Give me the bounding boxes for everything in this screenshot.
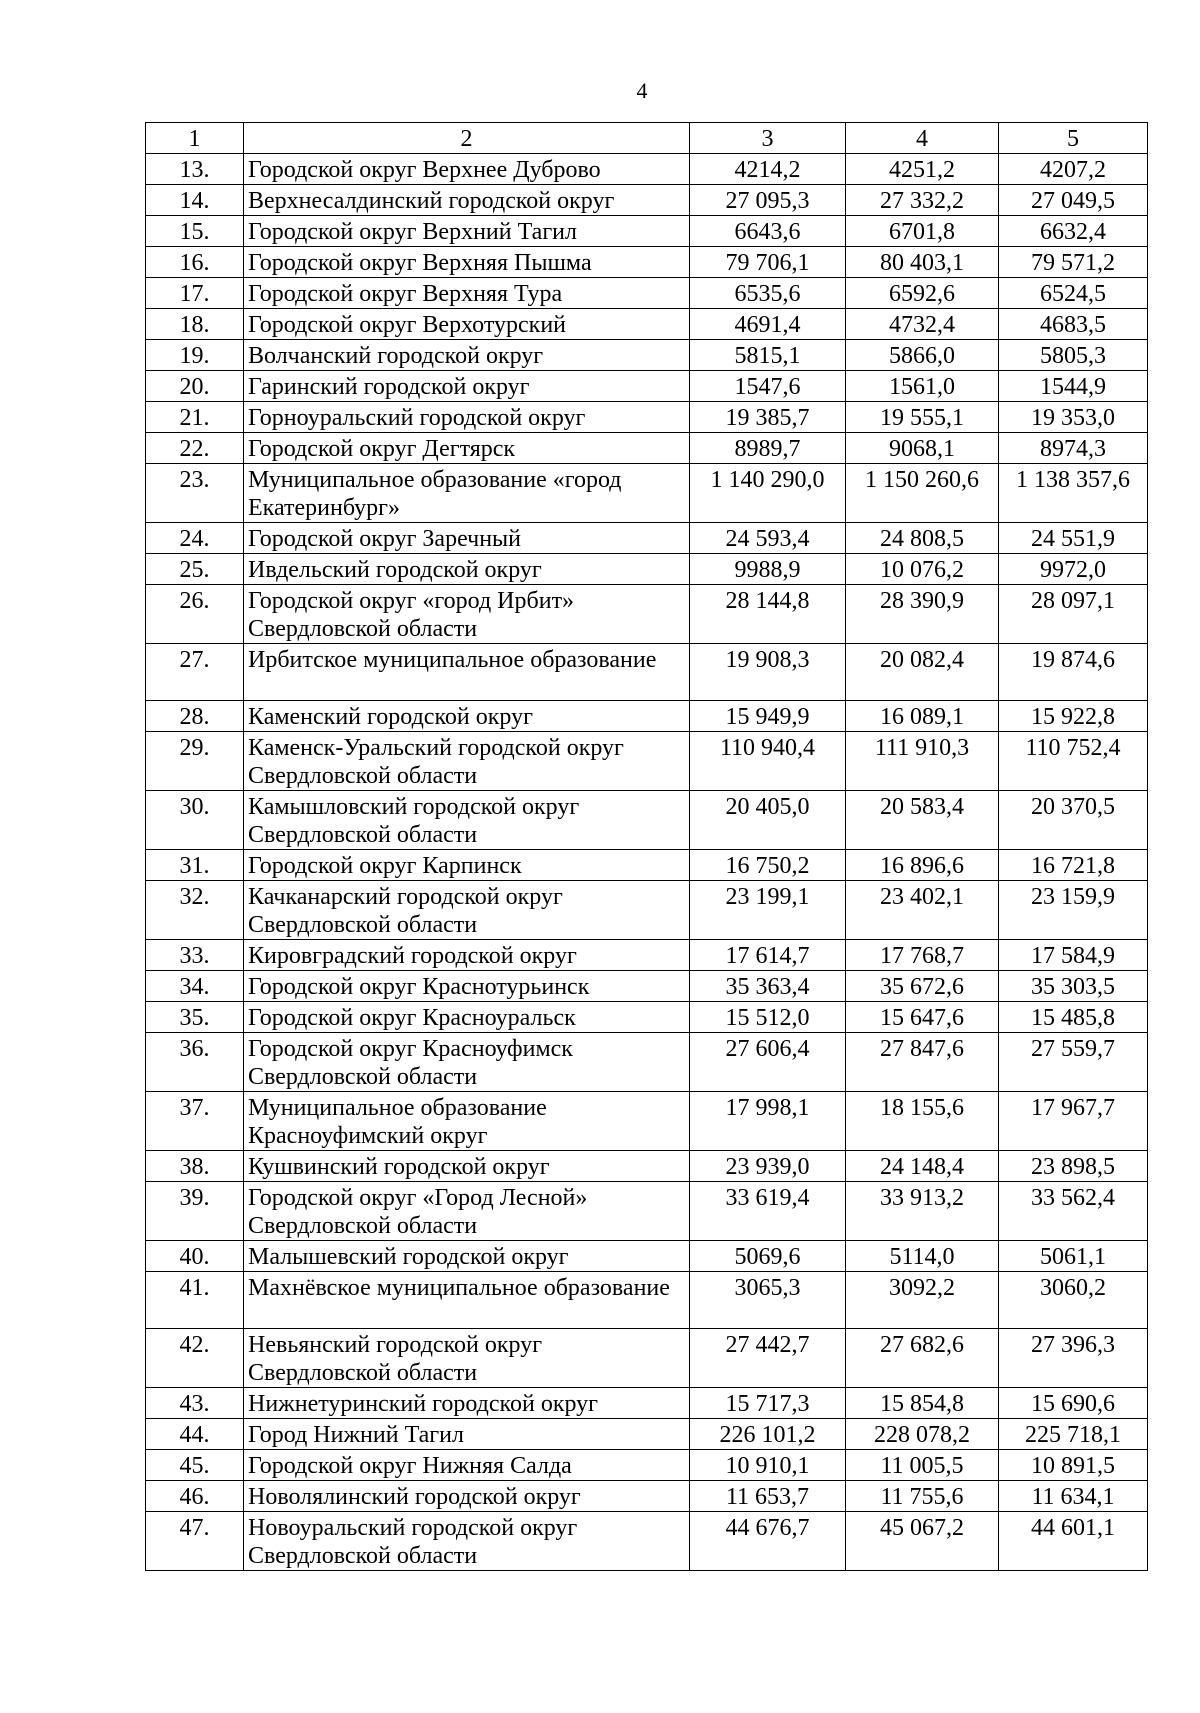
- table-row: [146, 278, 1148, 309]
- value-col-5: 15 485,8: [999, 1002, 1148, 1033]
- row-number: 38.: [146, 1151, 244, 1182]
- page-number: 4: [636, 78, 648, 103]
- value-col-4: 15 854,8: [846, 1388, 999, 1419]
- value-col-3: 16 750,2: [690, 850, 846, 881]
- value-col-3: 27 606,4: [690, 1033, 846, 1092]
- value-col-5: 6524,5: [999, 278, 1148, 309]
- row-number: 23.: [146, 464, 244, 523]
- value-col-4: 20 082,4: [846, 644, 999, 701]
- table-row: [146, 1241, 1148, 1272]
- municipality-name: Городской округ Красноуральск: [244, 1002, 690, 1033]
- value-col-4: 18 155,6: [846, 1092, 999, 1151]
- municipality-name: Волчанский городской округ: [244, 340, 690, 371]
- row-number: 19.: [146, 340, 244, 371]
- value-col-4: 27 332,2: [846, 185, 999, 216]
- table-row: [146, 732, 1148, 791]
- value-col-4: 28 390,9: [846, 585, 999, 644]
- table-row: [146, 371, 1148, 402]
- table-row: [146, 1182, 1148, 1241]
- table-row: [146, 1002, 1148, 1033]
- row-number: 34.: [146, 971, 244, 1002]
- table-row: [146, 1419, 1148, 1450]
- row-number: 28.: [146, 701, 244, 732]
- value-col-5: 16 721,8: [999, 850, 1148, 881]
- table-row: [146, 154, 1148, 185]
- value-col-4: 24 808,5: [846, 523, 999, 554]
- value-col-3: 11 653,7: [690, 1481, 846, 1512]
- municipality-name: Городской округ Красноуфимск Свердловской области: [244, 1033, 690, 1092]
- row-number: 41.: [146, 1272, 244, 1329]
- row-number: 39.: [146, 1182, 244, 1241]
- header-cell: 3: [690, 123, 846, 154]
- value-col-5: 1 138 357,6: [999, 464, 1148, 523]
- table-row: [146, 1388, 1148, 1419]
- municipality-name: Ивдельский городской округ: [244, 554, 690, 585]
- municipality-name: Городской округ Верхний Тагил: [244, 216, 690, 247]
- value-col-4: 3092,2: [846, 1272, 999, 1329]
- municipality-name: Ирбитское муниципальное образование: [244, 644, 690, 701]
- table-row: [146, 1512, 1148, 1571]
- value-col-3: 9988,9: [690, 554, 846, 585]
- table-row: [146, 701, 1148, 732]
- table-row: [146, 523, 1148, 554]
- row-number: 30.: [146, 791, 244, 850]
- municipality-name: Камышловский городской округ Свердловской области: [244, 791, 690, 850]
- row-number: 37.: [146, 1092, 244, 1151]
- row-number: 13.: [146, 154, 244, 185]
- municipality-name: Гаринский городской округ: [244, 371, 690, 402]
- row-number: 45.: [146, 1450, 244, 1481]
- row-number: 21.: [146, 402, 244, 433]
- municipality-name: Горноуральский городской округ: [244, 402, 690, 433]
- value-col-5: 27 396,3: [999, 1329, 1148, 1388]
- value-col-3: 33 619,4: [690, 1182, 846, 1241]
- value-col-4: 27 847,6: [846, 1033, 999, 1092]
- header-cell: 4: [846, 123, 999, 154]
- value-col-3: 6643,6: [690, 216, 846, 247]
- value-col-4: 4732,4: [846, 309, 999, 340]
- municipality-name: Каменск-Уральский городской округ Свердловской области: [244, 732, 690, 791]
- value-col-3: 27 095,3: [690, 185, 846, 216]
- table-row: [146, 1272, 1148, 1329]
- value-col-4: 1561,0: [846, 371, 999, 402]
- value-col-4: 23 402,1: [846, 881, 999, 940]
- value-col-5: 11 634,1: [999, 1481, 1148, 1512]
- value-col-4: 16 896,6: [846, 850, 999, 881]
- value-col-3: 1 140 290,0: [690, 464, 846, 523]
- municipality-name: Новолялинский городской округ: [244, 1481, 690, 1512]
- row-number: 35.: [146, 1002, 244, 1033]
- header-cell: 2: [244, 123, 690, 154]
- table-row: [146, 1329, 1148, 1388]
- value-col-5: 5061,1: [999, 1241, 1148, 1272]
- value-col-4: 15 647,6: [846, 1002, 999, 1033]
- value-col-5: 3060,2: [999, 1272, 1148, 1329]
- value-col-4: 45 067,2: [846, 1512, 999, 1571]
- value-col-5: 9972,0: [999, 554, 1148, 585]
- header-cell: 5: [999, 123, 1148, 154]
- value-col-5: 20 370,5: [999, 791, 1148, 850]
- value-col-5: 4683,5: [999, 309, 1148, 340]
- table-row: [146, 791, 1148, 850]
- table-row: [146, 309, 1148, 340]
- municipality-name: Муниципальное образование «город Екатеринбург»: [244, 464, 690, 523]
- municipality-name: Махнёвское муниципальное образование: [244, 1272, 690, 1329]
- value-col-3: 5815,1: [690, 340, 846, 371]
- table-row: [146, 216, 1148, 247]
- municipality-name: Городской округ Дегтярск: [244, 433, 690, 464]
- value-col-5: 23 159,9: [999, 881, 1148, 940]
- municipality-name: Нижнетуринский городской округ: [244, 1388, 690, 1419]
- municipality-name: Город Нижний Тагил: [244, 1419, 690, 1450]
- row-number: 29.: [146, 732, 244, 791]
- municipality-name: Городской округ Нижняя Салда: [244, 1450, 690, 1481]
- value-col-4: 35 672,6: [846, 971, 999, 1002]
- row-number: 20.: [146, 371, 244, 402]
- value-col-5: 8974,3: [999, 433, 1148, 464]
- header-cell: 1: [146, 123, 244, 154]
- municipality-name: Городской округ Заречный: [244, 523, 690, 554]
- table-row: [146, 940, 1148, 971]
- row-number: 24.: [146, 523, 244, 554]
- value-col-4: 5114,0: [846, 1241, 999, 1272]
- table-row: [146, 340, 1148, 371]
- value-col-5: 15 690,6: [999, 1388, 1148, 1419]
- header-row: [146, 123, 1148, 154]
- value-col-5: 33 562,4: [999, 1182, 1148, 1241]
- value-col-4: 5866,0: [846, 340, 999, 371]
- value-col-3: 15 512,0: [690, 1002, 846, 1033]
- value-col-3: 15 717,3: [690, 1388, 846, 1419]
- value-col-5: 19 353,0: [999, 402, 1148, 433]
- value-col-3: 10 910,1: [690, 1450, 846, 1481]
- value-col-5: 27 049,5: [999, 185, 1148, 216]
- table-row: [146, 433, 1148, 464]
- municipality-name: Городской округ «город Ирбит» Свердловской области: [244, 585, 690, 644]
- value-col-3: 3065,3: [690, 1272, 846, 1329]
- row-number: 22.: [146, 433, 244, 464]
- value-col-3: 23 199,1: [690, 881, 846, 940]
- table-row: [146, 881, 1148, 940]
- municipality-name: Новоуральский городской округ Свердловской области: [244, 1512, 690, 1571]
- municipality-name: Муниципальное образование Красноуфимский округ: [244, 1092, 690, 1151]
- row-number: 31.: [146, 850, 244, 881]
- municipality-name: Городской округ «Город Лесной» Свердловской области: [244, 1182, 690, 1241]
- value-col-5: 1544,9: [999, 371, 1148, 402]
- value-col-5: 225 718,1: [999, 1419, 1148, 1450]
- municipality-name: Кировградский городской округ: [244, 940, 690, 971]
- table-row: [146, 1151, 1148, 1182]
- value-col-5: 10 891,5: [999, 1450, 1148, 1481]
- municipality-name: Городской округ Верхняя Пышма: [244, 247, 690, 278]
- value-col-5: 23 898,5: [999, 1151, 1148, 1182]
- value-col-3: 24 593,4: [690, 523, 846, 554]
- value-col-5: 17 584,9: [999, 940, 1148, 971]
- municipality-name: Городской округ Карпинск: [244, 850, 690, 881]
- value-col-5: 19 874,6: [999, 644, 1148, 701]
- row-number: 16.: [146, 247, 244, 278]
- table-row: [146, 1450, 1148, 1481]
- row-number: 27.: [146, 644, 244, 701]
- row-number: 32.: [146, 881, 244, 940]
- value-col-3: 44 676,7: [690, 1512, 846, 1571]
- value-col-5: 5805,3: [999, 340, 1148, 371]
- value-col-4: 24 148,4: [846, 1151, 999, 1182]
- value-col-4: 10 076,2: [846, 554, 999, 585]
- value-col-5: 6632,4: [999, 216, 1148, 247]
- row-number: 14.: [146, 185, 244, 216]
- table-row: [146, 247, 1148, 278]
- table-row: [146, 971, 1148, 1002]
- value-col-5: 27 559,7: [999, 1033, 1148, 1092]
- table-row: [146, 585, 1148, 644]
- value-col-4: 27 682,6: [846, 1329, 999, 1388]
- value-col-3: 226 101,2: [690, 1419, 846, 1450]
- value-col-4: 4251,2: [846, 154, 999, 185]
- table-row: [146, 402, 1148, 433]
- row-number: 40.: [146, 1241, 244, 1272]
- value-col-3: 20 405,0: [690, 791, 846, 850]
- table-row: [146, 850, 1148, 881]
- value-col-3: 23 939,0: [690, 1151, 846, 1182]
- value-col-4: 11 755,6: [846, 1481, 999, 1512]
- value-col-3: 4691,4: [690, 309, 846, 340]
- table-row: [146, 1033, 1148, 1092]
- value-col-3: 5069,6: [690, 1241, 846, 1272]
- table-row: [146, 554, 1148, 585]
- row-number: 42.: [146, 1329, 244, 1388]
- row-number: 15.: [146, 216, 244, 247]
- value-col-3: 110 940,4: [690, 732, 846, 791]
- value-col-4: 17 768,7: [846, 940, 999, 971]
- value-col-4: 80 403,1: [846, 247, 999, 278]
- municipality-name: Малышевский городской округ: [244, 1241, 690, 1272]
- value-col-3: 17 614,7: [690, 940, 846, 971]
- value-col-5: 110 752,4: [999, 732, 1148, 791]
- row-number: 36.: [146, 1033, 244, 1092]
- value-col-4: 6701,8: [846, 216, 999, 247]
- value-col-5: 79 571,2: [999, 247, 1148, 278]
- row-number: 47.: [146, 1512, 244, 1571]
- value-col-3: 19 908,3: [690, 644, 846, 701]
- value-col-4: 1 150 260,6: [846, 464, 999, 523]
- row-number: 33.: [146, 940, 244, 971]
- value-col-4: 6592,6: [846, 278, 999, 309]
- value-col-5: 24 551,9: [999, 523, 1148, 554]
- value-col-3: 17 998,1: [690, 1092, 846, 1151]
- budget-table: [145, 122, 1148, 1571]
- value-col-5: 15 922,8: [999, 701, 1148, 732]
- value-col-3: 4214,2: [690, 154, 846, 185]
- row-number: 43.: [146, 1388, 244, 1419]
- value-col-3: 35 363,4: [690, 971, 846, 1002]
- row-number: 18.: [146, 309, 244, 340]
- row-number: 46.: [146, 1481, 244, 1512]
- row-number: 26.: [146, 585, 244, 644]
- table-row: [146, 1092, 1148, 1151]
- value-col-4: 228 078,2: [846, 1419, 999, 1450]
- value-col-5: 17 967,7: [999, 1092, 1148, 1151]
- value-col-3: 19 385,7: [690, 402, 846, 433]
- value-col-3: 6535,6: [690, 278, 846, 309]
- municipality-name: Верхнесалдинский городской округ: [244, 185, 690, 216]
- municipality-name: Кушвинский городской округ: [244, 1151, 690, 1182]
- value-col-3: 1547,6: [690, 371, 846, 402]
- value-col-4: 9068,1: [846, 433, 999, 464]
- value-col-4: 19 555,1: [846, 402, 999, 433]
- value-col-4: 111 910,3: [846, 732, 999, 791]
- row-number: 44.: [146, 1419, 244, 1450]
- value-col-3: 8989,7: [690, 433, 846, 464]
- table-row: [146, 185, 1148, 216]
- municipality-name: Городской округ Верхотурский: [244, 309, 690, 340]
- value-col-3: 15 949,9: [690, 701, 846, 732]
- municipality-name: Городской округ Верхняя Тура: [244, 278, 690, 309]
- table-row: [146, 1481, 1148, 1512]
- municipality-name: Качканарский городской округ Свердловской области: [244, 881, 690, 940]
- table-row: [146, 644, 1148, 701]
- municipality-name: Каменский городской округ: [244, 701, 690, 732]
- value-col-5: 35 303,5: [999, 971, 1148, 1002]
- row-number: 25.: [146, 554, 244, 585]
- value-col-4: 16 089,1: [846, 701, 999, 732]
- value-col-4: 20 583,4: [846, 791, 999, 850]
- table-row: [146, 464, 1148, 523]
- value-col-3: 79 706,1: [690, 247, 846, 278]
- value-col-4: 33 913,2: [846, 1182, 999, 1241]
- value-col-5: 44 601,1: [999, 1512, 1148, 1571]
- value-col-5: 28 097,1: [999, 585, 1148, 644]
- value-col-4: 11 005,5: [846, 1450, 999, 1481]
- value-col-3: 28 144,8: [690, 585, 846, 644]
- row-number: 17.: [146, 278, 244, 309]
- municipality-name: Невьянский городской округ Свердловской области: [244, 1329, 690, 1388]
- value-col-3: 27 442,7: [690, 1329, 846, 1388]
- municipality-name: Городской округ Краснотурьинск: [244, 971, 690, 1002]
- value-col-5: 4207,2: [999, 154, 1148, 185]
- municipality-name: Городской округ Верхнее Дуброво: [244, 154, 690, 185]
